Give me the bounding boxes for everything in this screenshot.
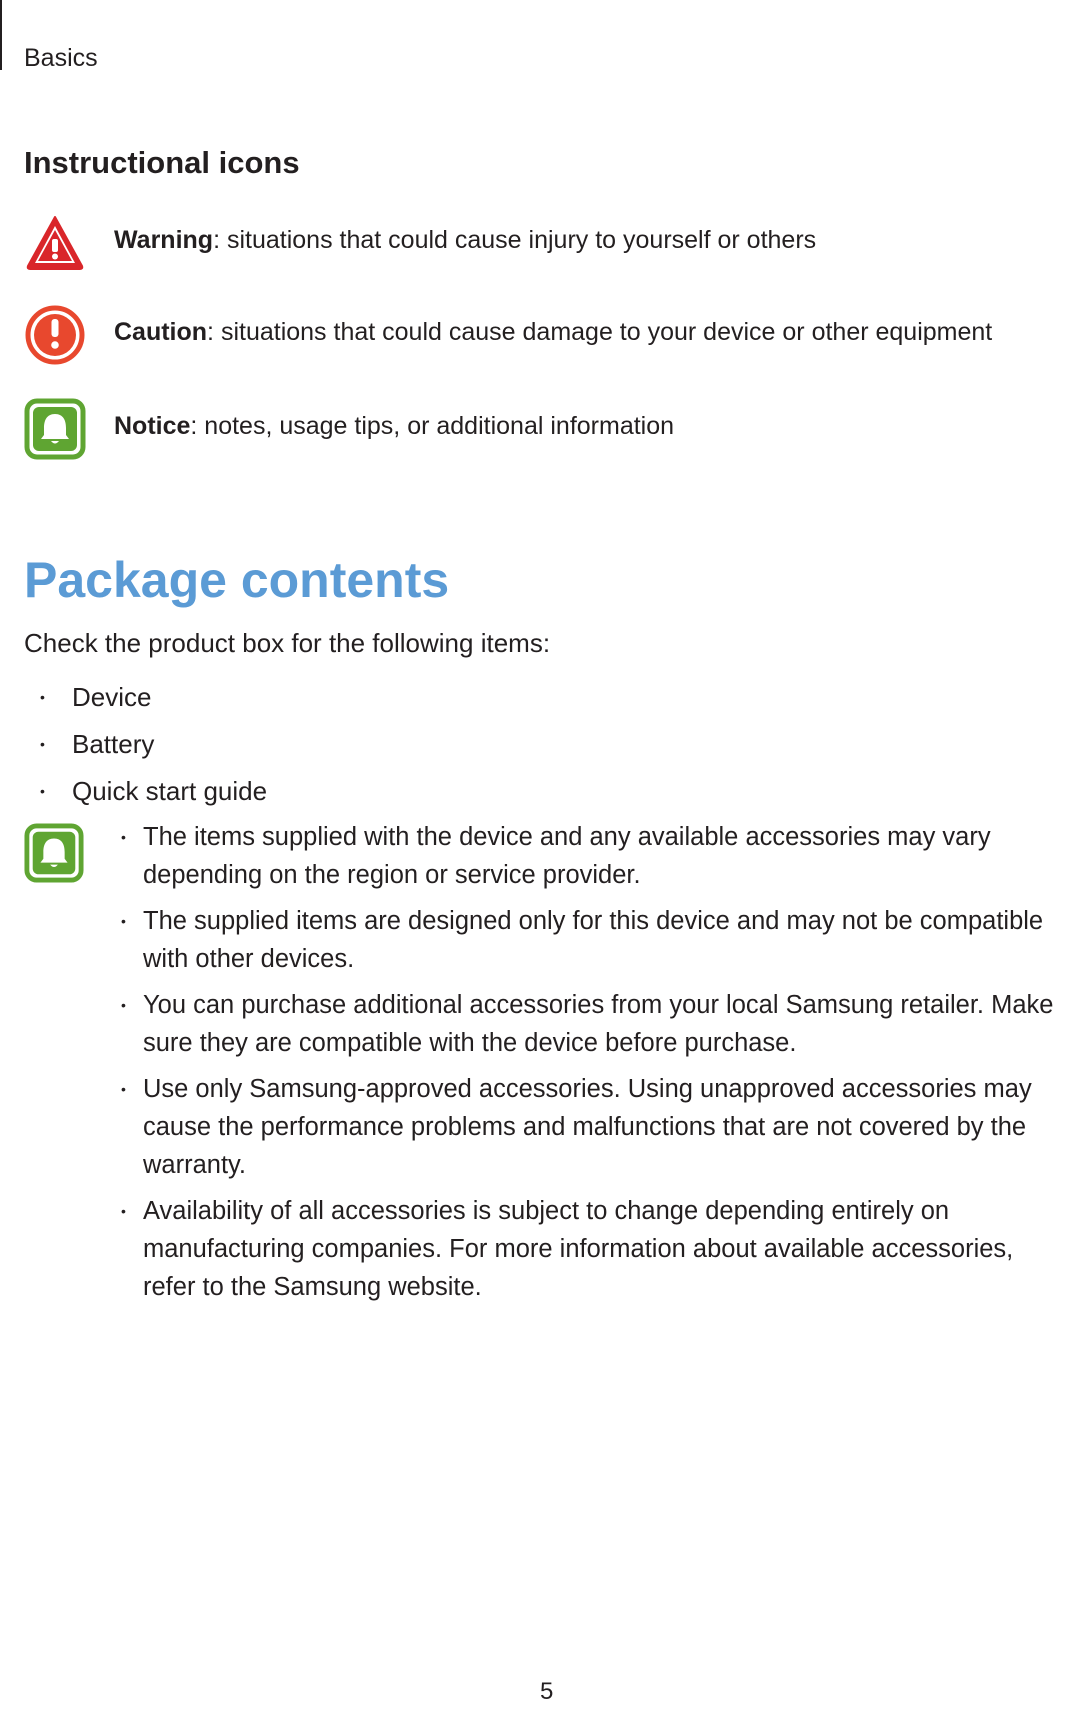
section-title-package-contents: Package contents [24,552,450,608]
running-header: Basics [24,44,98,72]
notice-text [114,412,674,441]
notice-icon [24,823,84,883]
notes-list [118,818,1070,1314]
package-intro: Check the product box for the following items: [24,628,551,658]
caution-description: : situations that could cause damage to your device or other equipment [207,318,993,346]
warning-icon [24,212,86,274]
list-item: • Quick start guide [24,768,267,815]
list-item: • Device [24,674,267,721]
warning-description: : situations that could cause injury to yourself or others [213,226,817,254]
warning-text [114,226,816,255]
note-item: • Use only Samsung-approved accessories. Using unapproved accessories may cause the performance problems and malfunctions that are not covered by the warranty. [118,1070,1070,1184]
notice-row [24,398,1064,460]
caution-text [114,318,992,347]
package-items-list [24,674,267,815]
note-item: • The supplied items are designed only for this device and may not be compatible with other devices. [118,902,1070,978]
note-item: • You can purchase additional accessories from your local Samsung retailer. Make sure they are compatible with the device before purchase. [118,986,1070,1062]
warning-row [24,212,1064,274]
header-rule [0,0,2,70]
caution-label: Caution [114,318,208,346]
warning-label: Warning [114,226,214,254]
notice-label: Notice [114,412,191,440]
section-title-instructional-icons: Instructional icons [24,145,300,180]
note-item: • The items supplied with the device and any available accessories may vary depending on the region or service provider. [118,818,1070,894]
list-item: • Battery [24,721,267,768]
notice-icon [24,398,86,460]
notice-description: : notes, usage tips, or additional information [190,412,675,440]
caution-icon [24,304,86,366]
note-item: • Availability of all accessories is subject to change depending entirely on manufacturing companies. For more information about available accessories, refer to the Samsung website. [118,1192,1070,1306]
caution-row [24,304,1064,366]
page-number: 5 [540,1678,554,1705]
